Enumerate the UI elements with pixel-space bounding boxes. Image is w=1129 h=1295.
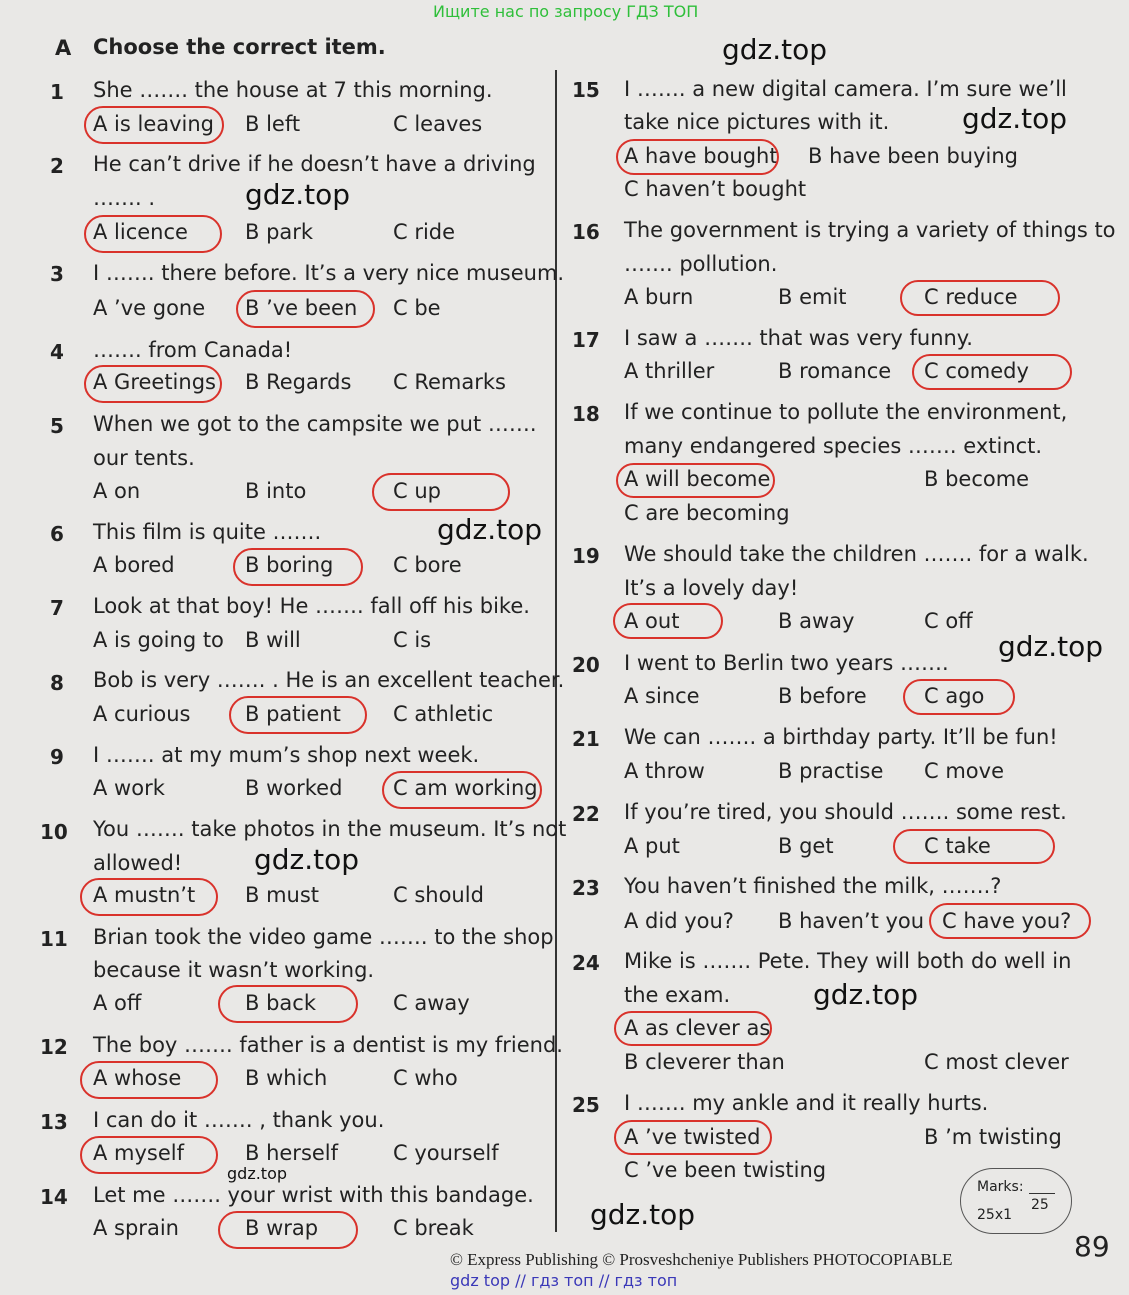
- question-text-cont: take nice pictures with it.: [624, 110, 890, 134]
- option-b[interactable]: B before: [778, 684, 867, 708]
- answer-circle: [372, 473, 510, 511]
- option-b[interactable]: B haven’t you: [778, 909, 925, 933]
- option-b[interactable]: B into: [245, 479, 307, 503]
- option-c[interactable]: C should: [393, 883, 484, 907]
- option-c[interactable]: C off: [924, 609, 973, 633]
- option-c[interactable]: C have you?: [942, 909, 1072, 933]
- section-title: Choose the correct item.: [93, 35, 386, 59]
- option-a[interactable]: A burn: [624, 285, 694, 309]
- option-c[interactable]: C reduce: [924, 285, 1018, 309]
- marks-total: 25: [1031, 1197, 1049, 1213]
- option-b[interactable]: B which: [245, 1066, 328, 1090]
- option-b[interactable]: B cleverer than: [624, 1050, 785, 1074]
- question-text-cont: allowed!: [93, 851, 183, 875]
- watermark-small: gdz.top: [227, 1164, 288, 1183]
- question-text: If you’re tired, you should ……. some rest.: [624, 800, 1067, 824]
- question-text-cont: It’s a lovely day!: [624, 576, 799, 600]
- question-text: I ……. at my mum’s shop next week.: [93, 743, 480, 767]
- question-number: 12: [40, 1035, 68, 1059]
- answer-circle: [616, 139, 779, 175]
- question-text: The government is trying a variety of things to: [624, 218, 1116, 242]
- question-number: 13: [40, 1110, 68, 1134]
- option-a[interactable]: A work: [93, 776, 165, 800]
- option-a[interactable]: A as clever as: [624, 1016, 771, 1040]
- option-a[interactable]: A ’ve twisted: [624, 1125, 761, 1149]
- question-number: 1: [50, 80, 64, 104]
- question-number: 23: [572, 876, 600, 900]
- question-number: 10: [40, 820, 68, 844]
- question-text: Let me ……. your wrist with this bandage.: [93, 1183, 534, 1207]
- option-c[interactable]: C leaves: [393, 112, 483, 136]
- option-c[interactable]: C most clever: [924, 1050, 1069, 1074]
- answer-circle: [900, 280, 1060, 316]
- option-a[interactable]: A will become: [624, 467, 771, 491]
- page-number: 89: [1074, 1230, 1110, 1263]
- option-a[interactable]: A sprain: [93, 1216, 179, 1240]
- option-c[interactable]: C am working: [393, 776, 538, 800]
- option-a[interactable]: A out: [624, 609, 680, 633]
- answer-circle: [218, 1211, 358, 1249]
- option-a[interactable]: A Greetings: [93, 370, 216, 394]
- option-b[interactable]: B become: [924, 467, 1030, 491]
- option-a[interactable]: A whose: [93, 1066, 182, 1090]
- watermark: gdz.top: [590, 1198, 696, 1231]
- question-number: 24: [572, 951, 600, 975]
- column-divider: [555, 70, 557, 1232]
- option-a[interactable]: A put: [624, 834, 680, 858]
- option-b[interactable]: B away: [778, 609, 855, 633]
- question-text: She ……. the house at 7 this morning.: [93, 78, 493, 102]
- question-text-cont: because it wasn’t working.: [93, 958, 375, 982]
- option-b[interactable]: B patient: [245, 702, 341, 726]
- option-c[interactable]: C who: [393, 1066, 458, 1090]
- option-c[interactable]: C move: [924, 759, 1004, 783]
- option-b[interactable]: B park: [245, 220, 314, 244]
- watermark: gdz.top: [722, 33, 828, 66]
- question-text: We should take the children ……. for a walk.: [624, 542, 1089, 566]
- answer-circle: [382, 771, 542, 809]
- option-c[interactable]: C Remarks: [393, 370, 506, 394]
- answer-circle: [80, 1136, 218, 1174]
- answer-circle: [929, 903, 1091, 939]
- answer-circle: [84, 106, 224, 144]
- question-text: When we got to the campsite we put …….: [93, 412, 537, 436]
- option-a[interactable]: A myself: [93, 1141, 185, 1165]
- option-c[interactable]: C haven’t bought: [624, 177, 807, 201]
- bottom-links[interactable]: gdz top // гдз топ // гдз топ: [450, 1271, 678, 1290]
- answer-circle: [614, 1120, 772, 1155]
- option-c[interactable]: C ride: [393, 220, 456, 244]
- option-a[interactable]: A off: [93, 991, 142, 1015]
- question-text: ……. from Canada!: [93, 338, 293, 362]
- question-number: 15: [572, 78, 600, 102]
- watermark: gdz.top: [437, 513, 543, 546]
- option-c[interactable]: C yourself: [393, 1141, 499, 1165]
- option-a[interactable]: A is going to: [93, 628, 224, 652]
- answer-circle: [912, 354, 1072, 390]
- question-number: 3: [50, 262, 64, 286]
- question-number: 20: [572, 653, 600, 677]
- question-text: You haven’t finished the milk, …….?: [624, 874, 1002, 898]
- question-text-cont: many endangered species ……. extinct.: [624, 434, 1043, 458]
- option-b[interactable]: B ’m twisting: [924, 1125, 1062, 1149]
- option-a[interactable]: A licence: [93, 220, 188, 244]
- question-text: I saw a ……. that was very funny.: [624, 326, 973, 350]
- question-text: If we continue to pollute the environment,: [624, 400, 1068, 424]
- option-b[interactable]: B left: [245, 112, 301, 136]
- option-c[interactable]: C bore: [393, 553, 462, 577]
- option-c[interactable]: C comedy: [924, 359, 1029, 383]
- option-b[interactable]: B herself: [245, 1141, 339, 1165]
- option-b[interactable]: B back: [245, 991, 316, 1015]
- question-number: 5: [50, 414, 64, 438]
- answer-circle: [229, 696, 367, 734]
- answer-circle: [903, 679, 1015, 715]
- footer-copyright: © Express Publishing © Prosveshcheniye Publishers PHOTOCOPIABLE: [450, 1250, 953, 1269]
- answer-circle: [233, 548, 363, 586]
- question-number: 6: [50, 522, 64, 546]
- option-c[interactable]: C ago: [924, 684, 985, 708]
- option-a[interactable]: A have bought: [624, 144, 778, 168]
- option-b[interactable]: B emit: [778, 285, 847, 309]
- option-c[interactable]: C away: [393, 991, 470, 1015]
- question-text: I ……. my ankle and it really hurts.: [624, 1091, 989, 1115]
- question-text: This film is quite …….: [93, 520, 322, 544]
- option-c[interactable]: C be: [393, 296, 441, 320]
- option-a[interactable]: A curious: [93, 702, 191, 726]
- question-text: Mike is ……. Pete. They will both do well in: [624, 949, 1072, 973]
- question-number: 17: [572, 328, 600, 352]
- option-c[interactable]: C break: [393, 1216, 474, 1240]
- option-a[interactable]: A throw: [624, 759, 705, 783]
- question-text-cont: our tents.: [93, 446, 195, 470]
- answer-circle: [80, 1061, 218, 1099]
- option-c[interactable]: C are becoming: [624, 501, 790, 525]
- section-label: A: [55, 36, 72, 60]
- option-a[interactable]: A thriller: [624, 359, 715, 383]
- question-number: 25: [572, 1093, 600, 1117]
- answer-circle: [613, 603, 723, 639]
- question-number: 14: [40, 1185, 68, 1209]
- option-c[interactable]: C ’ve been twisting: [624, 1158, 827, 1182]
- question-text: I went to Berlin two years …….: [624, 651, 949, 675]
- question-number: 8: [50, 671, 64, 695]
- top-banner[interactable]: Ищите нас по запросу ГДЗ ТОП: [433, 2, 699, 21]
- question-text: I ……. a new digital camera. I’m sure we’ll: [624, 77, 1067, 101]
- question-number: 9: [50, 745, 64, 769]
- question-text: He can’t drive if he doesn’t have a driving: [93, 152, 536, 176]
- option-b[interactable]: B wrap: [245, 1216, 319, 1240]
- answer-circle: [84, 365, 222, 403]
- watermark: gdz.top: [962, 102, 1068, 135]
- question-text: You ……. take photos in the museum. It’s not: [93, 817, 567, 841]
- answer-circle: [80, 878, 218, 916]
- question-number: 7: [50, 596, 64, 620]
- question-number: 18: [572, 402, 600, 426]
- question-number: 21: [572, 727, 600, 751]
- option-b[interactable]: B Regards: [245, 370, 352, 394]
- option-b[interactable]: B boring: [245, 553, 334, 577]
- option-a[interactable]: A on: [93, 479, 141, 503]
- question-number: 4: [50, 340, 64, 364]
- question-text: Brian took the video game ……. to the shop: [93, 925, 554, 949]
- option-a[interactable]: A did you?: [624, 909, 734, 933]
- question-text: I ……. there before. It’s a very nice museum.: [93, 261, 565, 285]
- answer-circle: [84, 215, 222, 253]
- answer-circle: [893, 829, 1055, 864]
- marks-label: Marks:: [977, 1179, 1024, 1195]
- option-c[interactable]: C up: [393, 479, 441, 503]
- question-number: 19: [572, 544, 600, 568]
- question-text-cont: ……. .: [93, 186, 156, 210]
- option-a[interactable]: A mustn’t: [93, 883, 196, 907]
- answer-circle: [616, 463, 775, 498]
- question-text: The boy ……. father is a dentist is my friend.: [93, 1033, 563, 1057]
- watermark: gdz.top: [254, 843, 360, 876]
- option-c[interactable]: C is: [393, 628, 432, 652]
- question-text: We can ……. a birthday party. It’ll be fun!: [624, 725, 1058, 749]
- watermark: gdz.top: [245, 178, 351, 211]
- marks-scale: 25x1: [977, 1207, 1013, 1223]
- option-a[interactable]: A since: [624, 684, 700, 708]
- option-b[interactable]: B worked: [245, 776, 343, 800]
- option-a[interactable]: A ’ve gone: [93, 296, 206, 320]
- question-number: 11: [40, 927, 68, 951]
- answer-circle: [614, 1011, 772, 1046]
- marks-line: [1029, 1193, 1055, 1194]
- watermark: gdz.top: [998, 630, 1104, 663]
- question-text-cont: ……. pollution.: [624, 252, 778, 276]
- answer-circle: [218, 985, 358, 1023]
- option-b[interactable]: B practise: [778, 759, 884, 783]
- option-b[interactable]: B romance: [778, 359, 892, 383]
- option-b[interactable]: B will: [245, 628, 301, 652]
- question-number: 16: [572, 220, 600, 244]
- option-c[interactable]: C take: [924, 834, 991, 858]
- option-b[interactable]: B ’ve been: [245, 296, 358, 320]
- option-a[interactable]: A is leaving: [93, 112, 215, 136]
- answer-circle: [236, 290, 375, 328]
- marks-box: [960, 1168, 1072, 1234]
- watermark: gdz.top: [813, 978, 919, 1011]
- question-text: Look at that boy! He ……. fall off his bike.: [93, 594, 530, 618]
- option-b[interactable]: B get: [778, 834, 834, 858]
- question-text: Bob is very ……. . He is an excellent teacher.: [93, 668, 565, 692]
- question-text-cont: the exam.: [624, 983, 731, 1007]
- option-b[interactable]: B have been buying: [808, 144, 1018, 168]
- option-a[interactable]: A bored: [93, 553, 175, 577]
- option-c[interactable]: C athletic: [393, 702, 494, 726]
- question-number: 2: [50, 154, 64, 178]
- option-b[interactable]: B must: [245, 883, 320, 907]
- question-text: I can do it ……. , thank you.: [93, 1108, 385, 1132]
- question-number: 22: [572, 802, 600, 826]
